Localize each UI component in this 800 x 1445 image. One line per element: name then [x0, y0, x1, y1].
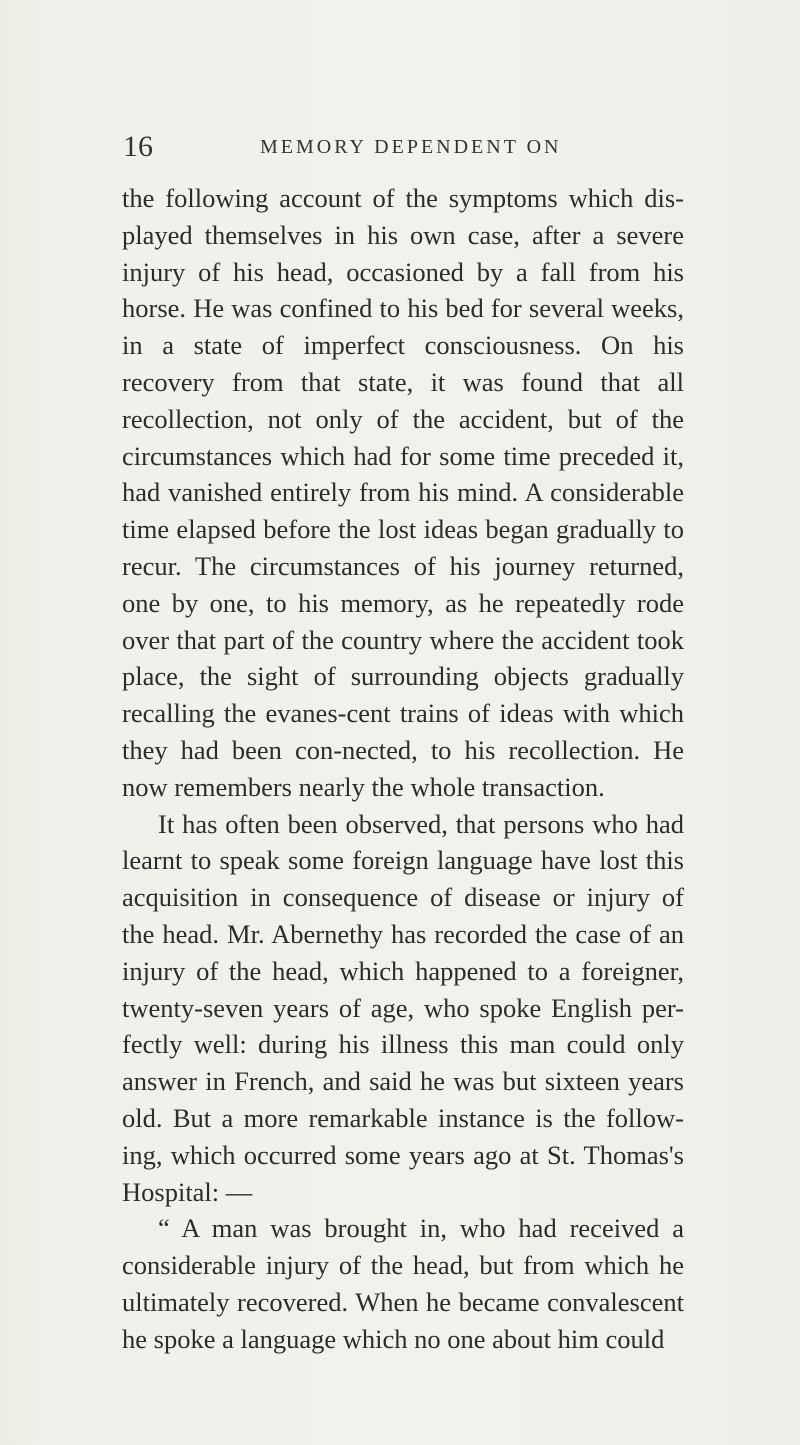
paragraph-3: “ A man was brought in, who had received a considerable injury of the head, but from which he ultimately recovered. When he became convalescent he spoke a language which no one about him could: [122, 1213, 684, 1354]
page-header: [123, 130, 683, 164]
running-head: MEMORY DEPENDENT ON: [260, 136, 562, 158]
body-text: [122, 180, 684, 1358]
page-number: 16: [123, 130, 153, 163]
paragraph-1: the following account of the symptoms which dis-played themselves in his own case, after a severe injury of his head, occasioned by a fall from his horse. He was confined to his bed for several weeks, in a state of imperfect consciousness. On his recovery from that state, it was found that all recollection, not only of the accident, but of the circumstances which had for some time preceded it, had vanished entirely from his mind. A considerable time elapsed before the lost ideas began gradually to recur. The circumstances of his journey returned, one by one, to his memory, as he repeatedly rode over that part of the country where the accident took place, the sight of surrounding objects gradually recalling the evanes-cent trains of ideas with which they had been con-nected, to his recollection. He now remembers nearly the whole transaction.: [122, 183, 684, 802]
paragraph-2: It has often been observed, that persons who had learnt to speak some foreign language have lost this acquisition in consequence of disease or injury of the head. Mr. Abernethy has recorded the case of an injury of the head, which happened to a foreigner, twenty-seven years of age, who spoke English per-fectly well: during his illness this man could only answer in French, and said he was but sixteen years old. But a more remarkable instance is the follow-ing, which occurred some years ago at St. Thomas's Hospital: —: [122, 808, 684, 1207]
